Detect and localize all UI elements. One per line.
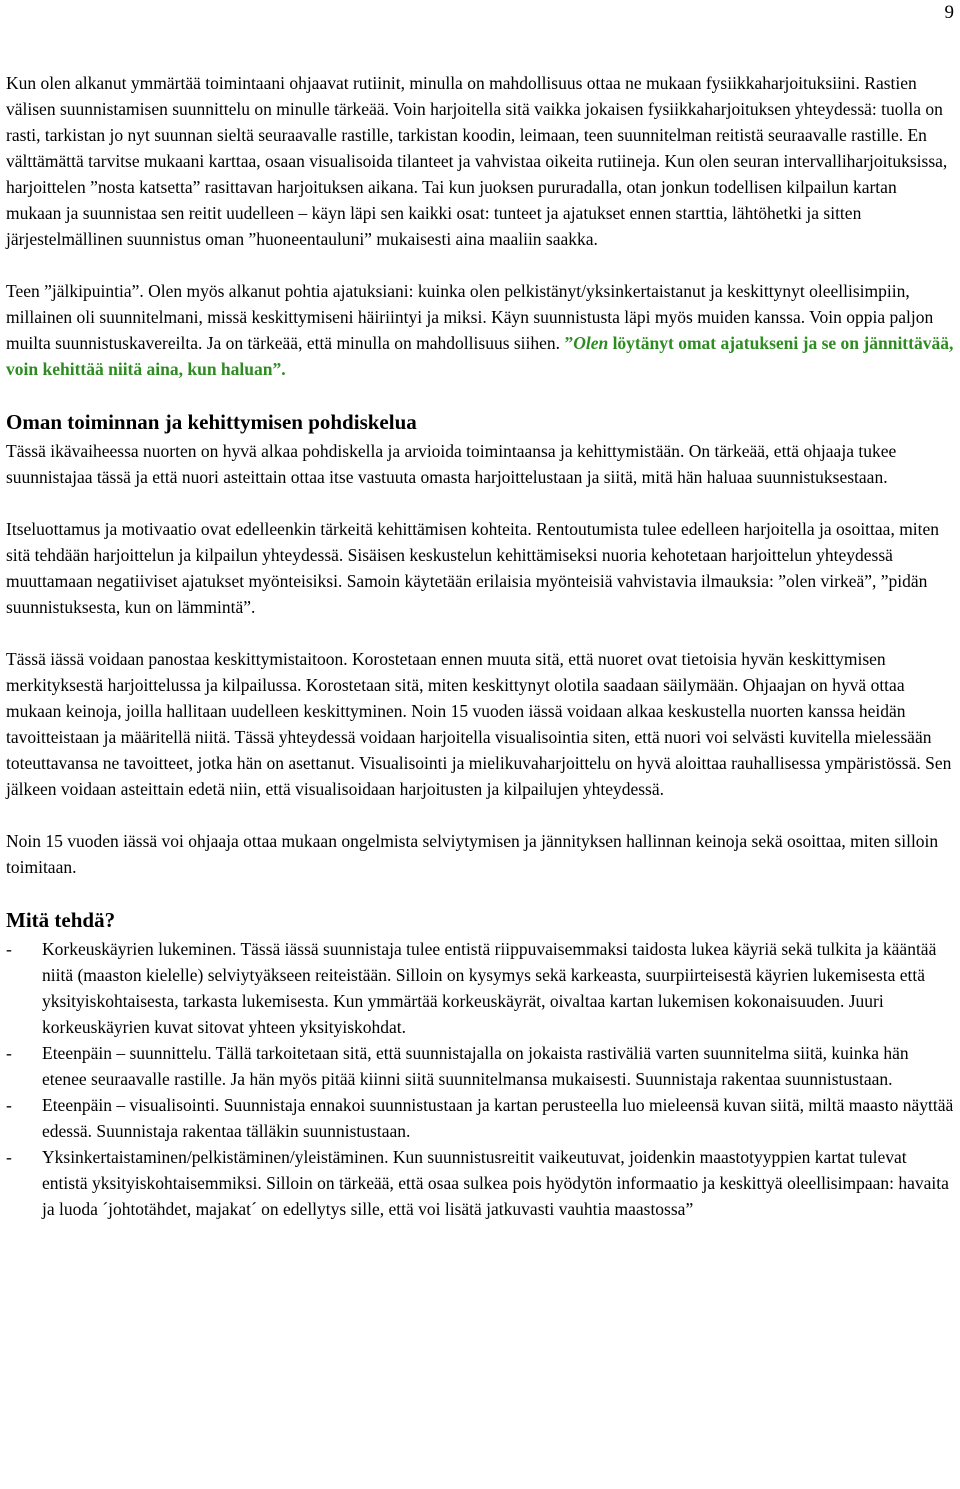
list-item — [6, 1144, 956, 1222]
section-paragraph-4: Noin 15 vuoden iässä voi ohjaaja ottaa mukaan ongelmista selviytymisen ja jännityksen hallinnan keinoja sekä osoittaa, miten silloin toimitaan. — [6, 831, 939, 877]
quote-open-mark: ” — [560, 333, 574, 353]
page-number: 9 — [944, 2, 954, 23]
section-paragraph-2: Itseluottamus ja motivaatio ovat edelleenkin tärkeitä kehittämisen kohteita. Rentoutumista tulee edelleen harjoitella ja osoittaa, miten sitä tehdään harjoittelun ja kilpailun yhteydessä. Sisäisen keskustelun kehittämiseksi nuoria kehotetaan harjoittelun yhteydessä muuttamaan negatiiviset ajatukset myönteisiksi. Samoin käytetään erilaisia myönteisiä vahvistavia ilmauksia: ”olen virkeä”, ”pidän suunnistuksesta, kun on lämmintä”. — [6, 519, 940, 617]
paragraph-routines: Kun olen alkanut ymmärtää toimintaani ohjaavat rutiinit, minulla on mahdollisuus ottaa ne mukaan fysiikkaharjoituksiini. Rastien välisen suunnistamisen suunnittelu on minulle tärkeää. Voin harjoitella sitä vaikka jokaisen fysiikkaharjoituksen yhteydessä: tuolla on rasti, tarkistan jo nyt suunnan sieltä seuraavalle rastille, tarkistan koodin, leimaan, teen suunnitelman reitistä seuraavalle rastille. En välttämättä tarvitse mukaani karttaa, osaan visualisoida tilanteet ja vahvistaa oikeita rutiineja. Kun olen seuran intervalliharjoituksissa, harjoittelen ”nosta katsetta” rasittavan harjoituksen aikana. Tai kun juoksen pururadalla, otan jonkun todellisen kilpailun kartan mukaan ja suunnistaa sen reitit uudelleen – käyn läpi sen kaikki osat: tunteet ja ajatukset ennen starttia, lähtöhetki ja sitten järjestelmällinen suunnistus oman ”huoneentauluni” mukaisesti aina maaliin saakka. — [6, 73, 948, 249]
list-dash: - — [6, 939, 12, 959]
list-dash: - — [6, 1043, 12, 1063]
what-to-do-heading: Mitä tehdä? — [6, 908, 116, 932]
quote-italic-word: Olen — [573, 333, 609, 353]
quote-rest: löytänyt omat ajatukseni ja se on jännittävää, voin kehittää niitä aina, kun haluan”. — [6, 333, 954, 379]
list-dash: - — [6, 1095, 12, 1115]
list-item — [6, 936, 956, 1040]
list-dash: - — [6, 1147, 12, 1167]
paragraph-reflection-text: Teen ”jälkipuintia”. Olen myös alkanut pohtia ajatuksiani: kuinka olen pelkistänyt/yksinkertaistanut ja keskittynyt oleellisimpiin, millainen oli suunnitelmani, missä keskittymiseni häiriintyi ja miksi. Käyn suunnistusta läpi myös muiden kanssa. Voin oppia paljon muilta suunnistuskavereilta. Ja on tärkeää, että minulla on mahdollisuus siihen. — [6, 281, 934, 353]
list-item — [6, 1092, 956, 1144]
list-item-text: Korkeuskäyrien lukeminen. Tässä iässä suunnistaja tulee entistä riippuvaisemmaksi taidosta lukea käyriä sekä tulkita ja kääntää niitä (maaston kielelle) selviytyäkseen reiteistään. Silloin on kysymys sekä karkeasta, suurpiirteisestä käyrien lukemisesta että yksityiskohtaisesta, tarkasta lukemisesta. Kun ymmärtää korkeuskäyrät, oivaltaa kartan lukemisen kokonaisuuden. Juuri korkeuskäyrien kuvat sitovat yhteen yksityiskohdat. — [42, 939, 937, 1037]
list-item — [6, 1040, 956, 1092]
list-item-text: Eteenpäin – suunnittelu. Tällä tarkoitetaan sitä, että suunnistajalla on jokaista rastiväliä varten suunnitelma siitä, kuinka hän etenee seuraavalle rastille. Ja hän myös pitää kiinni siitä suunnitelmansa mukaisesti. Suunnistaja rakentaa suunnistustaan. — [42, 1043, 909, 1089]
what-to-do-list — [6, 936, 956, 1222]
list-item-text: Yksinkertaistaminen/pelkistäminen/yleistäminen. Kun suunnistusreitit vaikeutuvat, joidenkin maastotyyppien kartat tulevat entistä yksityiskohtaisemmiksi. Silloin on tärkeää, että osaa sulkea pois hyödytön informaatio ja keskittyä oleellisimpaan: havaita ja luoda ´johtotähdet, majakat´ on edellytys sille, että voi lisätä jatkuvasti vauhtia maastossa” — [42, 1147, 949, 1219]
page-content — [6, 70, 956, 1222]
list-item-text: Eteenpäin – visualisointi. Suunnistaja ennakoi suunnistustaan ja kartan perusteella luo mieleensä kuvan siitä, miltä maasto näyttää edessä. Suunnistaja rakentaa tälläkin suunnistustaan. — [42, 1095, 954, 1141]
section-paragraph-3: Tässä iässä voidaan panostaa keskittymistaitoon. Korostetaan ennen muuta sitä, että nuoret ovat tietoisia hyvän keskittymisen merkityksestä harjoittelussa ja kilpailussa. Korostetaan sitä, miten keskittynyt olotila saadaan säilymään. Ohjaajan on hyvä ottaa mukaan keinoja, joilla hallitaan uudelleen keskittyminen. Noin 15 vuoden iässä voidaan alkaa keskustella nuorten kanssa heidän tavoitteistaan ja määritellä niitä. Tässä yhteydessä voidaan harjoitella visualisointia siten, että nuori voi selvästi kuvitella mielessään toteuttavansa ne tavoitteet, jotka hän on asettanut. Visualisointi ja mielikuvaharjoittelu on hyvä aloittaa rauhallisessa ympäristössä. Sen jälkeen voidaan asteittain edetä niin, että visualisoidaan harjoitusten ja kilpailujen yhteydessä. — [6, 649, 952, 799]
paragraph-reflection — [6, 278, 956, 382]
section-paragraph-1: Tässä ikävaiheessa nuorten on hyvä alkaa pohdiskella ja arvioida toimintaansa ja kehittymistään. On tärkeää, että ohjaaja tukee suunnistajaa tässä ja että nuori asteittain ottaa itse vastuuta omasta harjoittelustaan ja siitä, mitä hän haluaa suunnistuksestaan. — [6, 441, 897, 487]
section-heading: Oman toiminnan ja kehittymisen pohdiskelua — [6, 410, 417, 434]
